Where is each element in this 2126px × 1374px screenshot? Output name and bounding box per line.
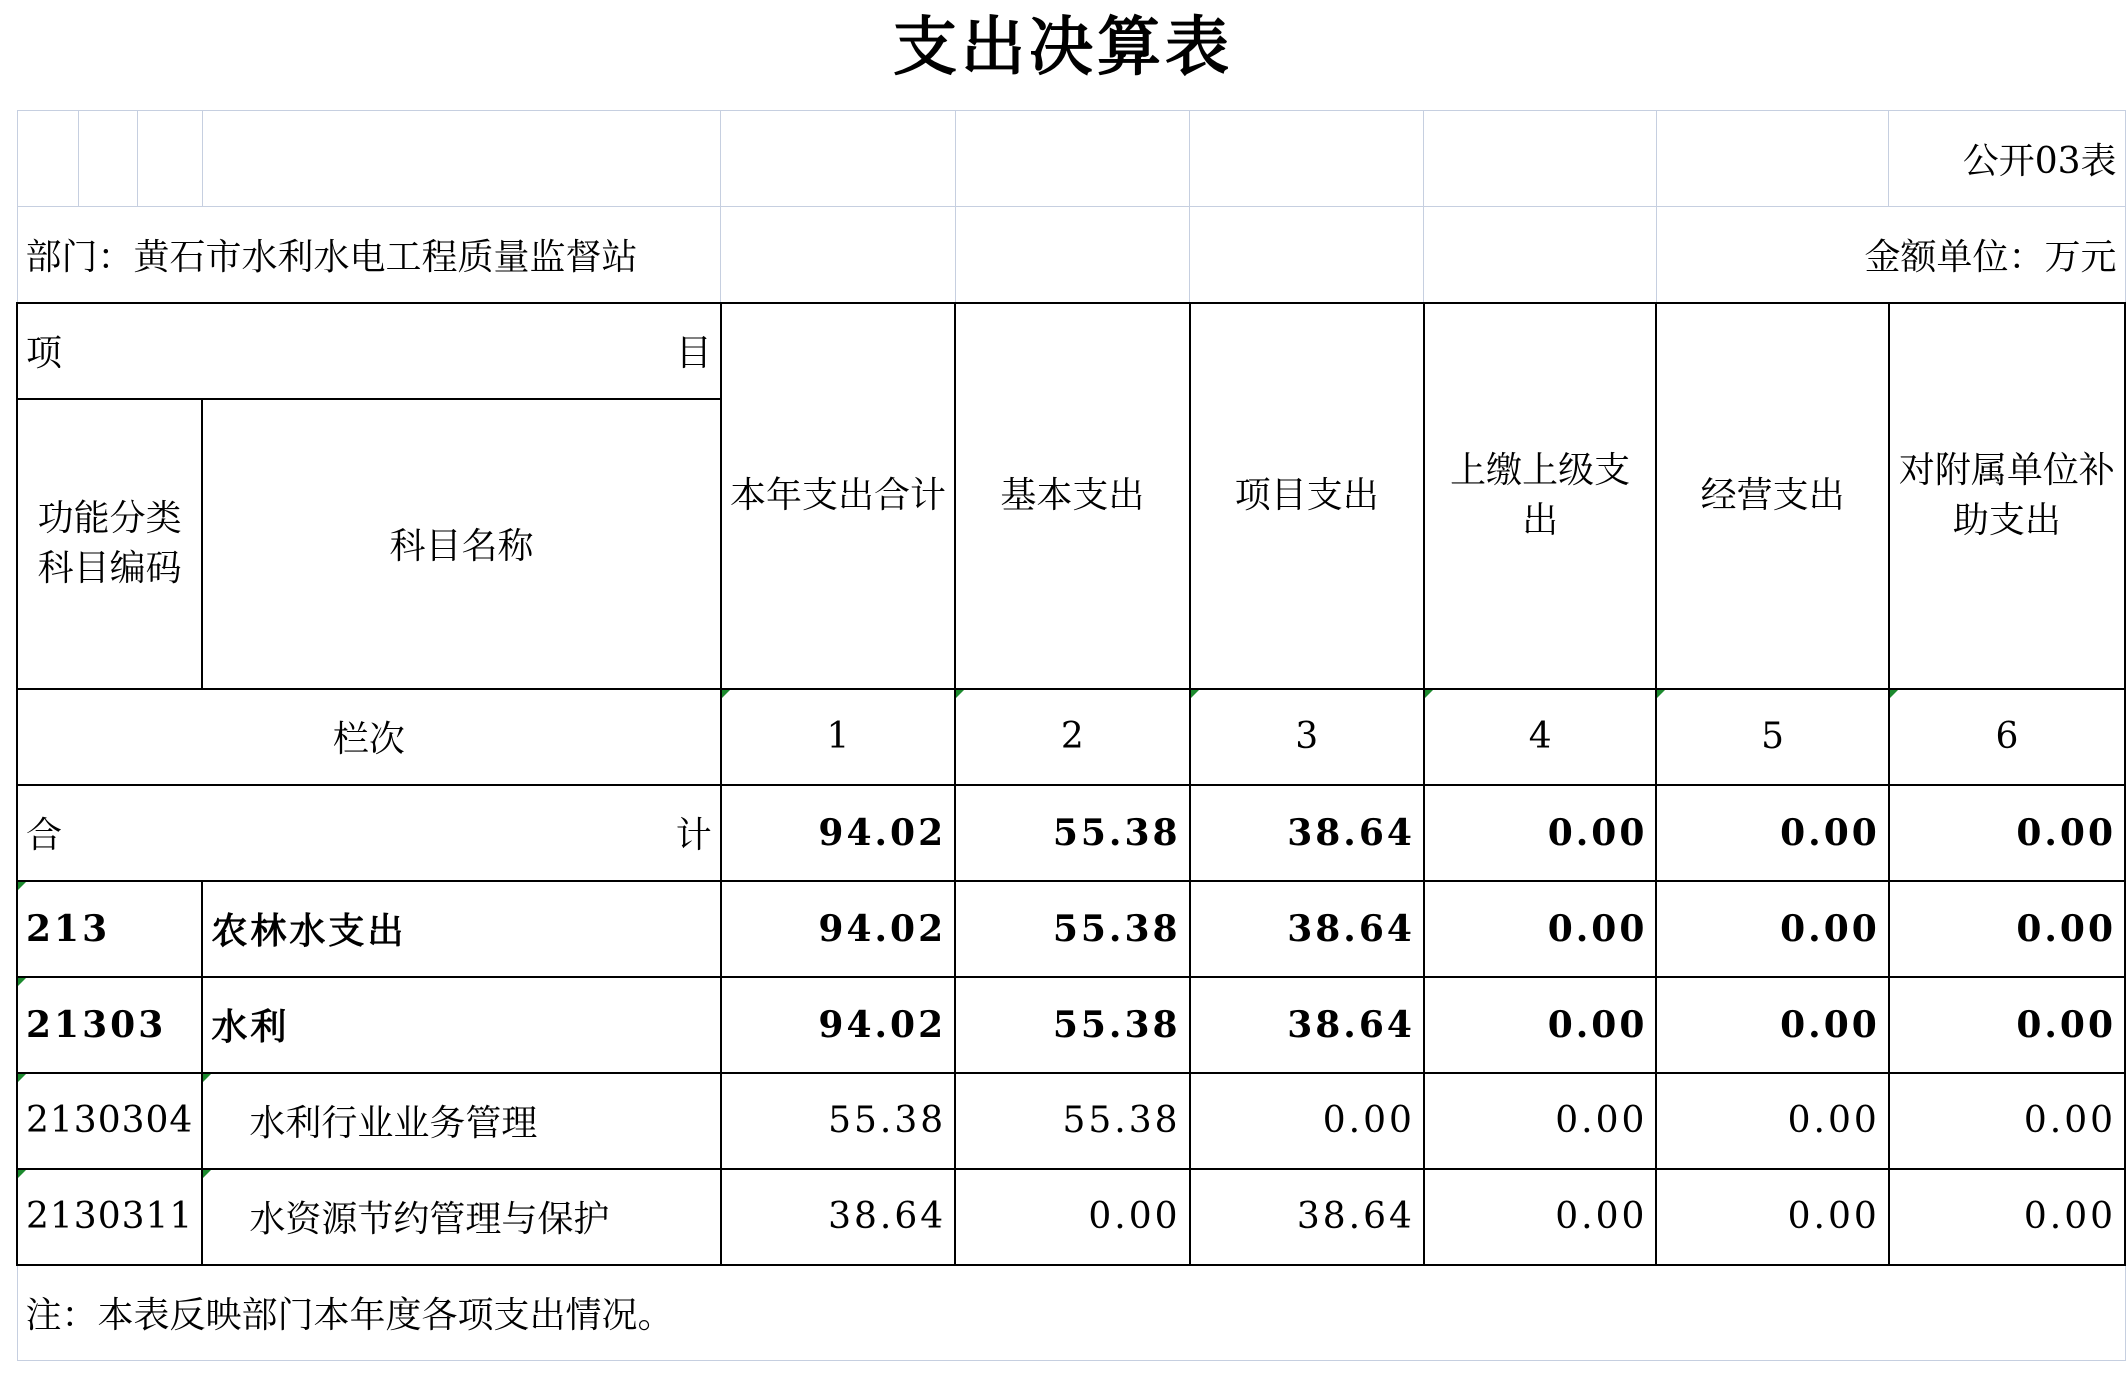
row-value[interactable]: 38.64	[721, 1169, 955, 1265]
row-value[interactable]: 38.64	[1190, 977, 1424, 1073]
row-code[interactable]: 213	[17, 881, 202, 977]
department-label[interactable]: 部门：黄石市水利水电工程质量监督站	[17, 207, 721, 303]
total-value-5[interactable]: 0.00	[1656, 785, 1888, 881]
expenditure-table	[16, 110, 2126, 1361]
column-index-5[interactable]: 5	[1656, 689, 1888, 785]
code-col-header[interactable]: 功能分类科目编码	[17, 399, 202, 689]
row-name[interactable]: 水利行业业务管理	[202, 1073, 720, 1169]
row-code[interactable]: 2130311	[17, 1169, 202, 1265]
column-index-3[interactable]: 3	[1190, 689, 1424, 785]
total-row	[17, 785, 2125, 881]
row-value[interactable]: 0.00	[1424, 1073, 1656, 1169]
item-header-right: 目	[675, 333, 712, 374]
column-index-6[interactable]: 6	[1889, 689, 2125, 785]
col-header-remit[interactable]: 上缴上级支出	[1424, 303, 1656, 689]
note-row	[17, 1265, 2125, 1361]
total-value-6[interactable]: 0.00	[1889, 785, 2125, 881]
row-value[interactable]: 55.38	[955, 977, 1189, 1073]
table-row	[17, 881, 2125, 977]
total-label-right: 计	[675, 815, 712, 856]
item-header-cell[interactable]	[17, 303, 721, 399]
unit-label[interactable]: 金额单位：万元	[1656, 207, 2125, 303]
row-value[interactable]: 0.00	[1424, 977, 1656, 1073]
row-value[interactable]: 0.00	[955, 1169, 1189, 1265]
row-value[interactable]: 0.00	[1424, 1169, 1656, 1265]
row-code[interactable]: 2130304	[17, 1073, 202, 1169]
col-header-basic[interactable]: 基本支出	[955, 303, 1189, 689]
total-value-2[interactable]: 55.38	[955, 785, 1189, 881]
row-value[interactable]: 0.00	[1656, 1169, 1888, 1265]
report-title: 支出决算表	[893, 10, 1233, 85]
row-value[interactable]: 0.00	[1889, 881, 2125, 977]
col-header-project[interactable]: 项目支出	[1190, 303, 1424, 689]
total-label-left: 合	[26, 815, 63, 856]
row-value[interactable]: 0.00	[1889, 1169, 2125, 1265]
column-index-4[interactable]: 4	[1424, 689, 1656, 785]
row-value[interactable]: 38.64	[1190, 881, 1424, 977]
item-header-left: 项	[26, 333, 63, 374]
row-value[interactable]: 0.00	[1656, 881, 1888, 977]
row-code[interactable]: 21303	[17, 977, 202, 1073]
col-header-total[interactable]: 本年支出合计	[721, 303, 955, 689]
total-value-1[interactable]: 94.02	[721, 785, 955, 881]
row-value[interactable]: 94.02	[721, 881, 955, 977]
col-header-subsidy[interactable]: 对附属单位补助支出	[1889, 303, 2125, 689]
row-value[interactable]: 55.38	[955, 881, 1189, 977]
row-value[interactable]: 55.38	[955, 1073, 1189, 1169]
header-row-item	[17, 303, 2125, 399]
total-label-cell[interactable]	[17, 785, 721, 881]
row-value[interactable]: 0.00	[1424, 881, 1656, 977]
row-value[interactable]: 0.00	[1889, 1073, 2125, 1169]
total-value-3[interactable]: 38.64	[1190, 785, 1424, 881]
form-number[interactable]: 公开03表	[1889, 111, 2125, 207]
col-header-operation[interactable]: 经营支出	[1656, 303, 1888, 689]
row-value[interactable]: 0.00	[1656, 977, 1888, 1073]
column-index-label[interactable]: 栏次	[17, 689, 721, 785]
row-value[interactable]: 55.38	[721, 1073, 955, 1169]
name-col-header[interactable]: 科目名称	[202, 399, 720, 689]
row-name[interactable]: 农林水支出	[202, 881, 720, 977]
table-row	[17, 977, 2125, 1073]
column-index-row	[17, 689, 2125, 785]
row-value[interactable]: 0.00	[1889, 977, 2125, 1073]
row-value[interactable]: 94.02	[721, 977, 955, 1073]
table-row	[17, 1169, 2125, 1265]
row-value[interactable]: 0.00	[1190, 1073, 1424, 1169]
table-row	[17, 1073, 2125, 1169]
column-index-1[interactable]: 1	[721, 689, 955, 785]
row-value[interactable]: 0.00	[1656, 1073, 1888, 1169]
row-name[interactable]: 水资源节约管理与保护	[202, 1169, 720, 1265]
row-value[interactable]: 38.64	[1190, 1169, 1424, 1265]
row-name[interactable]: 水利	[202, 977, 720, 1073]
total-value-4[interactable]: 0.00	[1424, 785, 1656, 881]
department-row	[17, 207, 2125, 303]
column-index-2[interactable]: 2	[955, 689, 1189, 785]
form-number-row	[17, 111, 2125, 207]
table-note[interactable]: 注：本表反映部门本年度各项支出情况。	[17, 1265, 2125, 1361]
